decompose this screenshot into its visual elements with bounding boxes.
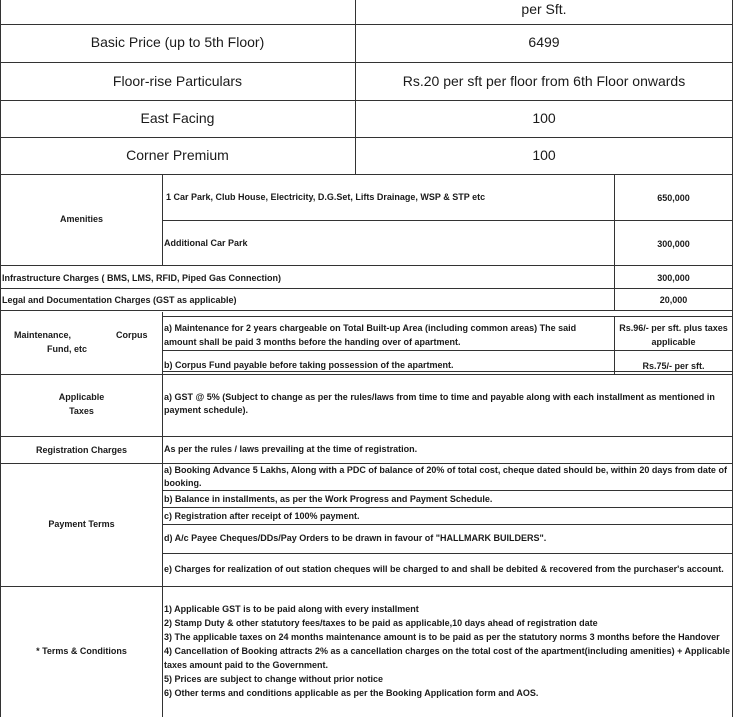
payment-term-b: b) Balance in installments, as per the Work Progress and Payment Schedule. <box>164 494 493 504</box>
maintenance-a-line2: amount shall be paid 3 months before the handing over of apartment. <box>164 337 461 347</box>
additional-car-park-amount: 300,000 <box>657 239 690 249</box>
corpus-fund-text: b) Corpus Fund payable before taking possession of the apartment. <box>164 360 454 370</box>
amenities-item-amount: 650,000 <box>657 193 690 203</box>
infrastructure-label: Infrastructure Charges ( BMS, LMS, RFID, Piped Gas Connection) <box>2 273 282 283</box>
amenities-label: Amenities <box>59 214 103 224</box>
payment-term-a: a) Booking Advance 5 Lakhs, Along with a PDC of balance of 20% of total cost, cheque dated should be, within 20 days from date of <box>164 465 727 475</box>
terms-line-6: 6) Other terms and conditions applicable as per the Booking Application form and AOS. <box>164 688 539 698</box>
taxes-label-line2: Taxes <box>69 406 94 416</box>
floor-rise-value: Rs.20 per sft per floor from 6th Floor onwards <box>402 73 686 89</box>
corner-premium-value: 100 <box>532 147 556 163</box>
terms-line-1: 1) Applicable GST is to be paid along with every installment <box>164 604 419 614</box>
maintenance-label-right: Corpus <box>116 330 148 340</box>
terms-label: * Terms & Conditions <box>36 646 127 656</box>
additional-car-park-text: Additional Car Park <box>164 238 248 248</box>
amenities-item-text: 1 Car Park, Club House, Electricity, D.G.Set, Lifts Drainage, WSP & STP etc <box>166 192 486 202</box>
terms-line-4: 4) Cancellation of Booking attracts 2% as a cancellation charges on the total cost of the apartment(including amenities) + Applicable <box>164 646 731 656</box>
east-facing-value: 100 <box>532 110 556 126</box>
legal-label: Legal and Documentation Charges (GST as applicable) <box>2 295 237 305</box>
registration-label: Registration Charges <box>35 445 128 455</box>
maintenance-a-amount-line2: applicable <box>651 337 696 347</box>
terms-line-5: 5) Prices are subject to change without prior notice <box>164 674 384 684</box>
maintenance-a-line1: a) Maintenance for 2 years chargeable on Total Built-up Area (including common areas) The said <box>164 323 577 333</box>
corpus-fund-amount: Rs.75/- per sft. <box>642 361 705 371</box>
basic-price-value: 6499 <box>528 34 560 50</box>
corner-premium-label: Corner Premium <box>126 147 229 163</box>
east-facing-label: East Facing <box>140 110 215 126</box>
infrastructure-amount: 300,000 <box>657 273 690 283</box>
payment-terms-label: Payment Terms <box>48 519 115 529</box>
legal-amount: 20,000 <box>659 295 688 305</box>
basic-price-label: Basic Price (up to 5th Floor) <box>90 34 265 50</box>
gst-text-line1: a) GST @ 5% (Subject to change as per the rules/laws from time to time and payable along with each installment as mentioned in <box>164 392 715 402</box>
terms-line-3: 3) The applicable taxes on 24 months maintenance amount is to be paid as per the statutory norms 3 months before the Handover <box>164 632 720 642</box>
payment-term-c: c) Registration after receipt of 100% payment. <box>164 511 360 521</box>
maintenance-a-amount-line1: Rs.96/- per sft. plus taxes <box>619 323 728 333</box>
payment-term-d: d) A/c Payee Cheques/DDs/Pay Orders to be drawn in favour of "HALLMARK BUILDERS". <box>164 533 547 543</box>
floor-rise-label: Floor-rise Particulars <box>112 73 243 89</box>
taxes-label-line1: Applicable <box>58 392 105 402</box>
payment-term-e: e) Charges for realization of out station cheques will be charged to and shall be debited & recovered from the purchaser's account. <box>164 564 724 574</box>
maintenance-label-left: Maintenance, <box>14 330 72 340</box>
terms-line-2: 2) Stamp Duty & other statutory fees/taxes to be paid as applicable,10 days ahead of registration date <box>164 618 598 628</box>
gst-text-line2: payment schedule). <box>164 405 249 415</box>
registration-text: As per the rules / laws prevailing at the time of registration. <box>164 444 418 454</box>
payment-term-a-line2: booking. <box>164 478 202 488</box>
maintenance-label-line2: Fund, etc <box>47 344 87 354</box>
terms-line-4-cont: taxes amount paid to the Government. <box>164 660 329 670</box>
unit-header: per Sft. <box>521 1 567 17</box>
